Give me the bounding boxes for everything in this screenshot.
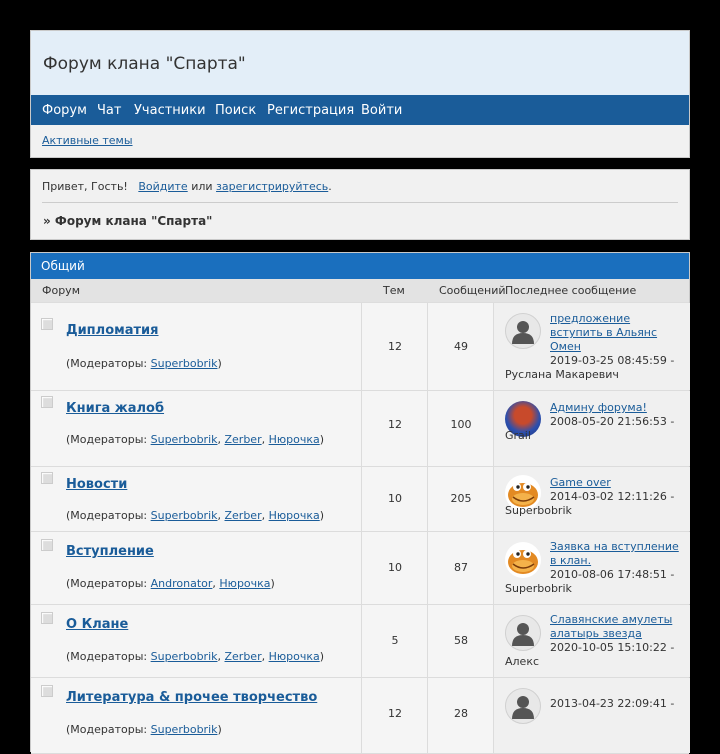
posts-cell [427, 532, 494, 604]
forum-moderators [66, 357, 222, 370]
moderators-suffix: ) [319, 650, 325, 663]
last-post-cell [493, 605, 690, 677]
nav-search[interactable]: Поиск [215, 103, 257, 118]
moderators-prefix: (Модераторы: [66, 577, 151, 590]
default-avatar-icon [505, 615, 541, 651]
moderators-prefix: (Модераторы: [66, 650, 151, 663]
posts-count: 100 [450, 418, 472, 431]
or-text: или [191, 180, 213, 193]
posts-count: 205 [450, 492, 472, 505]
forum-moderators: (Модераторы: Superbobrik, Zerber, Нюрочка) [66, 509, 325, 522]
moderators-prefix: (Модераторы: [66, 509, 151, 522]
category-header: Общий [31, 253, 689, 279]
last-post-cell [493, 391, 690, 466]
posts-cell [427, 303, 494, 390]
active-topics-link[interactable]: Активные темы [42, 134, 133, 147]
last-post-info [550, 613, 686, 655]
last-post-author: Руслана Макаревич [505, 368, 619, 381]
forum-row [31, 532, 689, 605]
forum-moderators: (Модераторы: Superbobrik, Zerber, Нюрочка) [66, 433, 325, 446]
posts-cell [427, 391, 494, 466]
forum-link[interactable]: Книга жалоб [66, 401, 165, 416]
welcome-box [30, 169, 690, 240]
posts-cell [427, 467, 494, 531]
last-post-author: Superbobrik [505, 504, 572, 517]
forum-link[interactable]: Литература & прочее творчество [66, 690, 318, 705]
forum-status-icon [41, 472, 53, 484]
divider [42, 202, 678, 203]
topics-cell [361, 605, 428, 677]
last-post-cell [493, 678, 690, 753]
moderator-link[interactable]: Zerber [224, 433, 262, 446]
forum-link[interactable]: Новости [66, 477, 128, 492]
forum-status-icon [41, 539, 53, 551]
moderators-suffix: ) [270, 577, 275, 590]
nav-login[interactable]: Войти [361, 103, 403, 118]
moderator-link[interactable]: Superbobrik [150, 357, 218, 370]
gator-avatar-icon [505, 542, 541, 578]
main-nav [31, 95, 689, 125]
forum-link[interactable]: Дипломатия [66, 323, 159, 338]
moderator-link[interactable]: Нюрочка [268, 509, 320, 522]
posts-cell [427, 678, 494, 753]
moderator-link[interactable]: Zerber [224, 650, 262, 663]
forum-status-icon [41, 318, 53, 330]
last-post-cell [493, 532, 690, 604]
posts-count: 58 [454, 634, 468, 647]
last-post-link[interactable]: Славянские амулеты алатырь звезда [550, 613, 673, 640]
login-link[interactable]: Войдите [138, 180, 188, 193]
col-last-post: Последнее сообщение [505, 284, 637, 297]
forum-moderators [66, 723, 222, 736]
moderator-link[interactable]: Нюрочка [268, 433, 320, 446]
moderator-link[interactable]: Superbobrik [150, 723, 218, 736]
forum-status-icon [41, 685, 53, 697]
topics-count: 12 [388, 707, 402, 720]
forum-status-icon [41, 396, 53, 408]
topics-count: 5 [391, 634, 399, 647]
col-topics: Тем [383, 284, 405, 297]
moderator-link[interactable]: Нюрочка [268, 650, 320, 663]
moderators-suffix: ) [217, 723, 222, 736]
breadcrumb: » Форум клана "Спарта" [43, 214, 213, 228]
last-post-info [550, 312, 686, 368]
posts-count: 87 [454, 561, 468, 574]
col-posts: Сообщений [439, 284, 506, 297]
last-post-author: Superbobrik [505, 582, 572, 595]
nav-chat[interactable]: Чат [97, 103, 122, 118]
last-post-link[interactable]: Заявка на вступление в клан. [550, 540, 679, 567]
last-post-info [550, 401, 686, 429]
moderator-link[interactable]: Superbobrik [150, 650, 218, 663]
greeting-line [42, 180, 332, 193]
forum-row [31, 467, 689, 532]
moderator-link[interactable]: Andronator [150, 577, 213, 590]
moderators-prefix: (Модераторы: [66, 357, 151, 370]
topics-cell [361, 303, 428, 390]
topics-cell [361, 678, 428, 753]
posts-count: 49 [454, 340, 468, 353]
nav-forum[interactable]: Форум [42, 103, 87, 118]
last-post-info [550, 697, 686, 711]
moderator-link[interactable]: Zerber [224, 509, 262, 522]
last-post-link[interactable]: Game over [550, 476, 611, 489]
register-link[interactable]: зарегистрируйтесь [216, 180, 329, 193]
last-post-author: Алекс [505, 655, 540, 668]
last-post-time: 2010-08-06 17:48:51 - [550, 568, 675, 581]
default-avatar-icon [505, 688, 541, 724]
moderators-suffix: ) [217, 357, 222, 370]
topics-cell [361, 391, 428, 466]
forum-moderators: (Модераторы: Andronator, Нюрочка) [66, 577, 275, 590]
forum-title: Форум клана "Спарта" [43, 54, 246, 74]
forum-moderators: (Модераторы: Superbobrik, Zerber, Нюрочка) [66, 650, 325, 663]
last-post-time: 2008-05-20 21:56:53 - [550, 415, 675, 428]
moderator-link[interactable]: Нюрочка [219, 577, 271, 590]
last-post-time: 2014-03-02 12:11:26 - [550, 490, 675, 503]
last-post-cell [493, 303, 690, 390]
posts-count: 28 [454, 707, 468, 720]
forum-table [30, 252, 690, 752]
moderators-suffix: ) [319, 433, 325, 446]
nav-members[interactable]: Участники [134, 103, 206, 118]
topics-count: 10 [388, 492, 402, 505]
last-post-link[interactable]: Админу форума! [550, 401, 647, 414]
moderators-suffix: ) [319, 509, 325, 522]
forum-status-icon [41, 612, 53, 624]
forum-row [31, 303, 689, 391]
nav-register[interactable]: Регистрация [267, 103, 355, 118]
forum-row [31, 605, 689, 678]
topics-cell [361, 532, 428, 604]
forum-link[interactable]: Вступление [66, 544, 154, 559]
forum-row [31, 391, 689, 467]
posts-cell [427, 605, 494, 677]
topics-count: 12 [388, 340, 402, 353]
period-text: . [328, 180, 332, 193]
last-post-time: 2019-03-25 08:45:59 - [550, 354, 675, 367]
forum-link[interactable]: О Клане [66, 617, 129, 632]
col-forum: Форум [42, 284, 80, 297]
column-header [31, 279, 689, 303]
forum-row [31, 678, 689, 754]
last-post-info [550, 476, 686, 504]
last-post-info [550, 540, 686, 582]
moderators-prefix: (Модераторы: [66, 433, 151, 446]
last-post-link[interactable]: предложение вступить в Альянс Омен [550, 312, 658, 353]
last-post-time: 2020-10-05 15:10:22 - [550, 641, 675, 654]
topics-cell [361, 467, 428, 531]
topics-count: 10 [388, 561, 402, 574]
last-post-time: 2013-04-23 22:09:41 - [550, 697, 675, 710]
topics-count: 12 [388, 418, 402, 431]
last-post-cell [493, 467, 690, 531]
default-avatar-icon [505, 313, 541, 349]
moderators-prefix: (Модераторы: [66, 723, 151, 736]
moderator-link[interactable]: Superbobrik [150, 509, 218, 522]
forum-header [30, 30, 690, 158]
moderator-link[interactable]: Superbobrik [150, 433, 218, 446]
last-post-author: Grail [505, 429, 531, 442]
greeting-text: Привет, Гость! [42, 180, 128, 193]
